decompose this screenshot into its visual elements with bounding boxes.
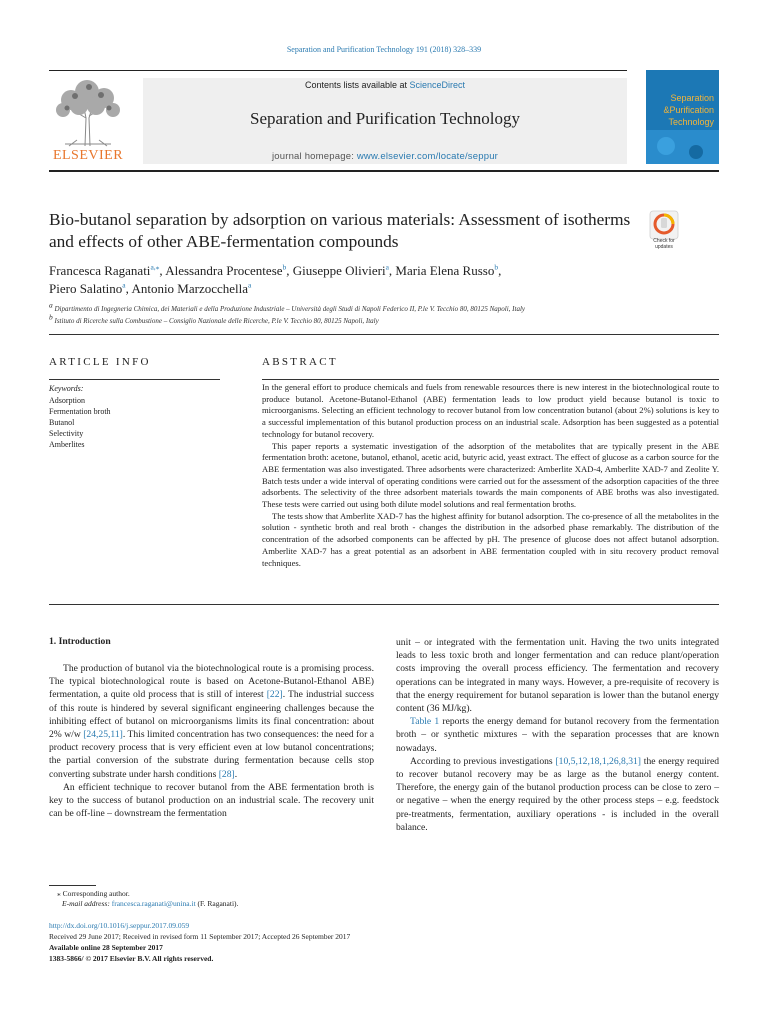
body-paragraph: The production of butanol via the biotechnological route is a promising process. The typical biotechnological route is based on Acetone-Butanol-Ethanol ABE) fermentation, a quite old process that is still of interest [22]. The industrial success of this route is hindered by several significant engineering challenges because the inhibiting effect of butanol on microorganisms limits its final concentration: about 2% w/w [24,25,11]. This limited concentration has two consequences: the need for a product recovery process that is very efficient even at low butanol concentrations; the partial conversion of the substrate during fermentation because cells stop converting substrate under harsh conditions [28]. [49, 663, 374, 780]
affiliation-b: $^b$ Istituto di Ricerche sulla Combustione – Consiglio Nazionale delle Ricerche, P.le V. Tecchio 80, 80125 Napoli, Italy [49, 312, 379, 325]
contents-prefix: Contents lists available at [304, 80, 410, 90]
article-title: Bio-butanol separation by adsorption on various materials: Assessment of isotherms and effects of other ABE-fermentation compounds [49, 210, 631, 251]
reference-link[interactable]: [10,5,12,18,1,26,8,31] [555, 755, 642, 767]
author[interactable]: Alessandra Procentese$^b$ [165, 262, 287, 278]
abstract-bottom-rule [49, 604, 719, 605]
journal-cover-icon[interactable] [646, 70, 719, 164]
reference-link[interactable]: [24,25,11] [83, 729, 123, 741]
elsevier-wordmark: ELSEVIER [52, 148, 124, 163]
keyword: Butanol [49, 418, 75, 427]
header-rule [49, 70, 627, 71]
keyword: Adsorption [49, 396, 85, 405]
keyword: Amberlites [49, 440, 85, 449]
check-for-updates-icon [647, 210, 681, 240]
journal-name: Separation and Purification Technology [250, 109, 520, 128]
body-paragraph: unit – or integrated with the fermentation unit. Having the two units integrated leads to less toxic broth and longer fermentation and can reduce plant/operation costs improving the overall process efficiency. The fermentation and recovery operations can be integrated in many ways. However, a pre-requisite of recovery is that the energy requirement for butanol separation is lower than the butanol energy content (36 MJ/kg). [396, 637, 719, 715]
sciencedirect-link[interactable]: ScienceDirect [409, 80, 466, 90]
received-dates: Received 29 June 2017; Received in revised form 11 September 2017; Accepted 26 September 2017 [49, 932, 351, 941]
article-info-rule [49, 379, 220, 380]
elsevier-logo[interactable] [49, 78, 127, 164]
body-column-left [49, 662, 374, 820]
author[interactable]: Francesca Raganati$^{a,⁎}$ [49, 262, 160, 278]
cover-title [652, 92, 714, 128]
author[interactable]: Piero Salatino$^a$ [49, 280, 126, 296]
homepage-link[interactable]: www.elsevier.com/locate/seppur [356, 151, 499, 162]
journal-citation[interactable]: Separation and Purification Technology 191 (2018) 328–339 [286, 45, 482, 54]
abstract-paragraph: The tests show that Amberlite XAD-7 has the highest affinity for butanol adsorption. The co-presence of all the metabolites in the solution - synthetic broth and real broth - changes the distribution in the adsorbed phase remarkably. The distribution of the concentration of the adsorbed components can be affected by pH. The presence of glucose does not affect butanol adsorption. Amberlite XAD-7 has a great potential as an adsorbent in ABE fermentation coupled with in situ recovery product removal techniques. [262, 510, 719, 568]
doi-link[interactable]: http://dx.doi.org/10.1016/j.seppur.2017.09.059 [49, 921, 190, 930]
abstract-paragraph: This paper reports a systematic investigation of the adsorption of the metabolites that are typically present in the ABE fermentation broth: acetone, butanol, ethanol, acetic acid, butyric acid, yeast extract. The effect of glucose as a carbon source for the ABE fermentation was also investigated. Three adsorbents were characterized: Amberlite XAD-4, Amberlite XAD-7 and Zeolite Y. Batch tests under a wide interval of operating conditions were carried out for the assessment of the adsorption capacities of the three adsorbents. The selectivity of the three adsorbent materials towards the main components of ABE broths was also investigated. These tests were carried out using both dilute model solutions and real fermentation broths. [262, 440, 719, 510]
cover-line-1: Separation [670, 93, 714, 103]
copyright: 1383-5866/ © 2017 Elsevier B.V. All rights reserved. [49, 954, 214, 963]
header-bottom-rule [49, 170, 719, 172]
body-paragraph: According to previous investigations [10,5,12,18,1,26,8,31] the energy required to recover butanol recovery may be as large as the butanol energy content. Therefore, the energy gain of the butanol production process can be close to zero – or negative – when the energy required by the other process steps – e.g. feedstock pre-treatments, fermentation, auxiliary operations - is included in the overall balance. [396, 755, 720, 833]
homepage-prefix: journal homepage: [271, 151, 357, 162]
contents-line [143, 80, 627, 90]
author[interactable]: Maria Elena Russo$^b$ [395, 262, 499, 278]
keyword: Selectivity [49, 429, 84, 438]
available-online: Available online 28 September 2017 [49, 943, 163, 952]
author[interactable]: Antonio Marzocchella$^a$ [131, 280, 252, 296]
check-for-updates-label: Check for updates [653, 238, 675, 250]
reference-link[interactable]: [22] [266, 689, 283, 701]
body-paragraph: Table 1 reports the energy demand for butanol recovery from the fermentation broth – or synthetic mixtures – with the separation processes that are known nowadays. [396, 716, 719, 754]
affiliation-rule [49, 334, 719, 335]
check-for-updates-badge[interactable] [647, 210, 681, 250]
article-info-heading: ARTICLE INFO [49, 356, 151, 368]
keyword: Fermentation broth [49, 407, 111, 416]
email-link[interactable]: francesca.raganati@unina.it [111, 899, 196, 908]
table-link[interactable]: Table 1 [410, 716, 440, 728]
author[interactable]: Giuseppe Olivieri$^a$ [292, 262, 389, 278]
reference-link[interactable]: [28] [218, 768, 235, 780]
body-paragraph: An efficient technique to recover butanol from the ABE fermentation broth is key to the success of butanol production on an industrial scale. The recovery unit can be off-line – downstream the fermentation [49, 781, 374, 820]
cover-line-3: Technology [668, 117, 714, 127]
journal-homepage [143, 151, 627, 162]
abstract-heading: ABSTRACT [262, 356, 338, 368]
affiliation-a: $^a$ Dipartimento di Ingegneria Chimica, dei Materiali e della Produzione Industriale – Università degli Studi di Napoli Federico II, P.le V. Tecchio 80, 80125 Napoli, Italy [49, 300, 526, 313]
elsevier-tree-logo-icon [49, 78, 127, 148]
section-heading-introduction: 1. Introduction [49, 636, 111, 647]
abstract-paragraph: In the general effort to produce chemicals and fuels from renewable resources there is new interest in the biotechnological route to produce butanol. Acetone-Butanol-Ethanol (ABE) fermentation leads to low product yield because butanol is toxic to microorganisms. Selecting an efficient technology to recover butanol from low concentration butanol (about 2%) solutions is key to a successful implementation of this butanol production process on an industrial scale. Adsorption has been suggested as a potential technology for butanol recovery. [262, 382, 719, 439]
email-note: E-mail address: francesca.raganati@unina.it (F. Raganati). [62, 899, 239, 908]
author-list: Francesca Raganati$^{a,⁎}$, Alessandra Procentese$^b$, Giuseppe Olivieri$^a$, Maria Elena Russo$^b$, Piero Salatino$^a$, Antonio Marzocchella$^a$ [49, 262, 502, 296]
cover-line-2: &Purification [663, 105, 714, 115]
keywords-label: Keywords: [49, 384, 84, 393]
body-column-right [396, 636, 719, 834]
keywords-list [49, 395, 111, 450]
footnote-rule [49, 885, 96, 886]
corresponding-author-note: ⁎ Corresponding author. [57, 889, 130, 898]
abstract-rule [262, 379, 719, 380]
abstract-body [262, 382, 719, 569]
